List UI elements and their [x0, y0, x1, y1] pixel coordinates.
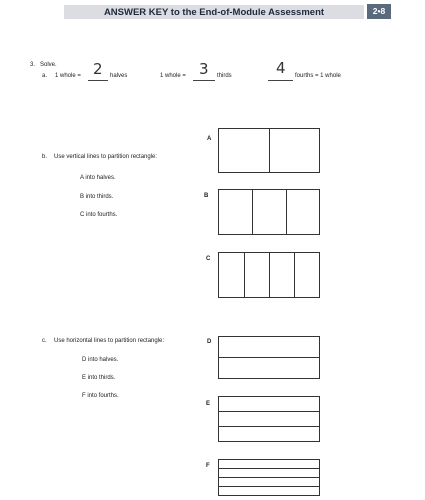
blank1-suffix: halves: [110, 73, 128, 79]
blank2-answer: 3: [199, 60, 209, 78]
problem-instruction: Solve.: [40, 62, 57, 68]
blank1-prefix: 1 whole =: [55, 73, 81, 79]
part-a-label: a.: [42, 73, 48, 79]
blank2-prefix: 1 whole =: [160, 73, 186, 79]
blank3-line: [268, 80, 293, 81]
rect-a-label: A: [207, 136, 212, 142]
rect-b: [218, 189, 320, 235]
rect-d-partition-line: [219, 357, 319, 358]
blank1-line: [88, 80, 108, 81]
rect-c-partition-line: [294, 253, 295, 297]
rect-f-label: F: [206, 463, 210, 469]
part-b-item-a: A into halves.: [80, 175, 116, 181]
problem-number: 3.: [30, 62, 36, 68]
blank2-suffix: thirds: [217, 73, 232, 79]
part-b-label: b.: [42, 154, 48, 160]
rect-c-label: C: [206, 256, 211, 262]
rect-b-partition-line: [252, 190, 253, 234]
part-c-item-e: E into thirds.: [82, 375, 116, 381]
rect-b-label: B: [204, 193, 209, 199]
rect-e: [218, 396, 320, 442]
page-title: ANSWER KEY to the End-of-Module Assessment: [103, 7, 325, 18]
rect-a: [218, 128, 320, 173]
rect-f: [218, 459, 320, 496]
rect-d: [218, 336, 320, 379]
rect-f-partition-line: [219, 477, 319, 478]
rect-e-partition-line: [219, 426, 319, 427]
rect-d-label: D: [207, 339, 212, 345]
rect-e-label: E: [206, 401, 211, 407]
part-c-instruction: Use horizontal lines to partition rectangle:: [54, 338, 165, 344]
module-badge: 2•8: [367, 4, 391, 19]
rect-b-partition-line: [286, 190, 287, 234]
part-b-item-b: B into thirds.: [80, 194, 114, 200]
rect-c: [218, 252, 320, 298]
part-b-instruction: Use vertical lines to partition rectangle:: [54, 154, 158, 160]
blank2-line: [193, 80, 215, 81]
rect-a-partition-line: [269, 129, 270, 172]
rect-e-partition-line: [219, 411, 319, 412]
blank1-answer: 2: [93, 60, 103, 78]
blank3-answer: 4: [276, 59, 286, 77]
rect-f-partition-line: [219, 486, 319, 487]
part-b-item-c: C into fourths.: [80, 212, 118, 218]
part-c-label: c.: [42, 338, 47, 344]
part-c-item-d: D into halves.: [82, 357, 119, 363]
rect-c-partition-line: [269, 253, 270, 297]
part-c-item-f: F into fourths.: [82, 393, 119, 399]
rect-f-partition-line: [219, 468, 319, 469]
blank3-suffix: fourths = 1 whole: [295, 73, 341, 79]
rect-c-partition-line: [244, 253, 245, 297]
